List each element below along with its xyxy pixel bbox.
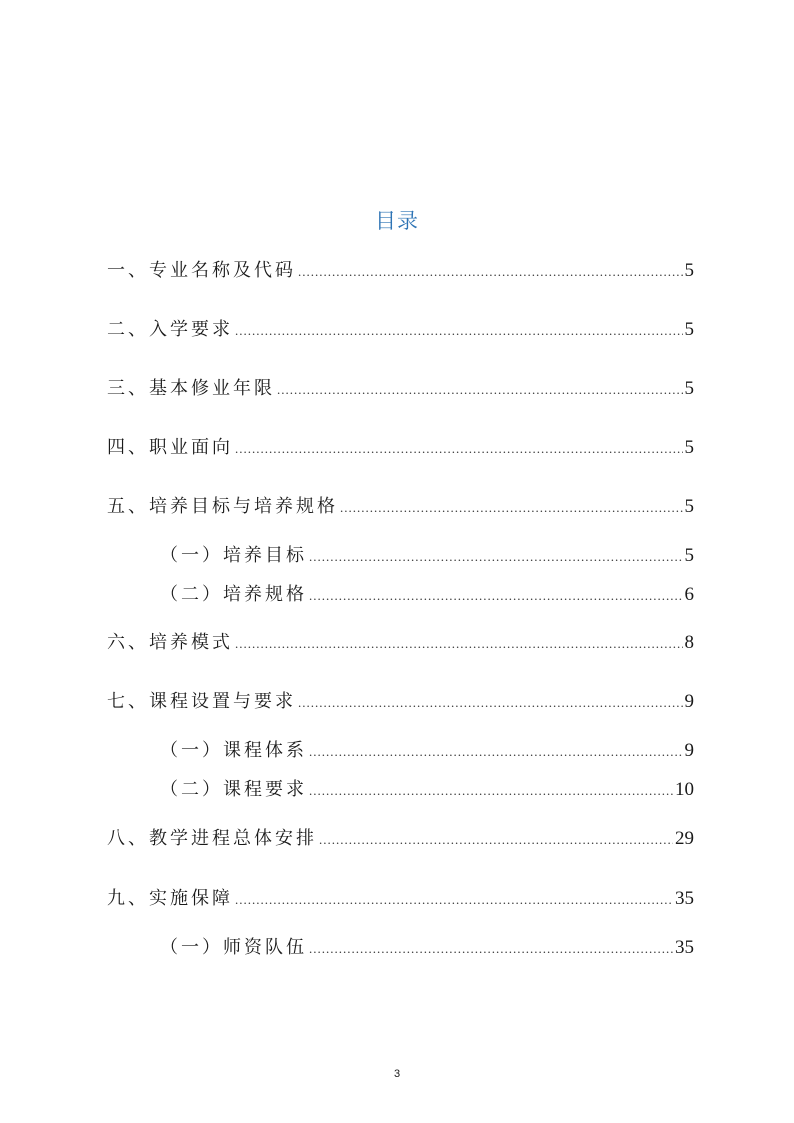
toc-entry-page: 8 xyxy=(684,632,694,653)
toc-entry-label: 九、实施保障 xyxy=(107,888,233,909)
toc-leader xyxy=(235,629,683,659)
toc-leader xyxy=(235,434,683,464)
toc-entry-page: 9 xyxy=(684,691,694,712)
toc-entry-label: 五、培养目标与培养规格 xyxy=(107,496,338,517)
toc-entry-page: 29 xyxy=(675,828,694,849)
toc-entry-label: 二、入学要求 xyxy=(107,319,233,340)
toc-entry-label: （一）培养目标 xyxy=(160,545,307,566)
toc-entry-page: 35 xyxy=(675,937,694,958)
toc-leader xyxy=(340,493,683,523)
toc-entry-label: 六、培养模式 xyxy=(107,632,233,653)
toc-leader xyxy=(309,776,673,806)
toc-entry-label: 四、职业面向 xyxy=(107,437,233,458)
toc-entry[interactable] xyxy=(0,824,794,854)
toc-entry-page: 5 xyxy=(684,319,694,340)
toc-entry-label: （二）课程要求 xyxy=(160,779,307,800)
toc-entry[interactable] xyxy=(0,736,794,766)
toc-leader xyxy=(235,885,673,915)
toc-entry[interactable] xyxy=(0,374,794,404)
toc-entry-page: 6 xyxy=(684,584,694,605)
toc-leader xyxy=(309,542,683,572)
toc-entry[interactable] xyxy=(0,580,794,610)
toc-entry-label: 八、教学进程总体安排 xyxy=(107,828,317,849)
toc-leader xyxy=(298,257,683,287)
toc-leader xyxy=(277,375,683,405)
toc-leader xyxy=(309,934,673,964)
toc-entry[interactable] xyxy=(0,687,794,717)
toc-entry-page: 5 xyxy=(684,260,694,281)
toc-entry-page: 5 xyxy=(684,496,694,517)
toc-entry-label: （一）课程体系 xyxy=(160,740,307,761)
toc-entry-page: 35 xyxy=(675,888,694,909)
toc-entry[interactable] xyxy=(0,433,794,463)
toc-entry[interactable] xyxy=(0,315,794,345)
toc-entry[interactable] xyxy=(0,628,794,658)
toc-entry-label: 七、课程设置与要求 xyxy=(107,691,296,712)
toc-leader xyxy=(309,737,683,767)
toc-leader xyxy=(319,825,673,855)
toc-entry-page: 5 xyxy=(684,545,694,566)
toc-entry-label: （一）师资队伍 xyxy=(160,937,307,958)
toc-leader xyxy=(309,581,683,611)
page-number: 3 xyxy=(393,1068,401,1080)
toc-entry-label: 三、基本修业年限 xyxy=(107,378,275,399)
toc-entry[interactable] xyxy=(0,256,794,286)
toc-entry-page: 5 xyxy=(684,378,694,399)
toc-entry-page: 9 xyxy=(684,740,694,761)
toc-entry[interactable] xyxy=(0,884,794,914)
toc-entry[interactable] xyxy=(0,492,794,522)
toc-entry-label: 一、专业名称及代码 xyxy=(107,260,296,281)
toc-entry-page: 10 xyxy=(675,779,694,800)
toc-entry[interactable] xyxy=(0,933,794,963)
toc-entry[interactable] xyxy=(0,541,794,571)
toc-leader xyxy=(235,316,683,346)
toc-entry-page: 5 xyxy=(684,437,694,458)
toc-entry[interactable] xyxy=(0,775,794,805)
toc-entry-label: （二）培养规格 xyxy=(160,584,307,605)
toc-leader xyxy=(298,688,683,718)
toc-title: 目录 xyxy=(375,209,419,233)
